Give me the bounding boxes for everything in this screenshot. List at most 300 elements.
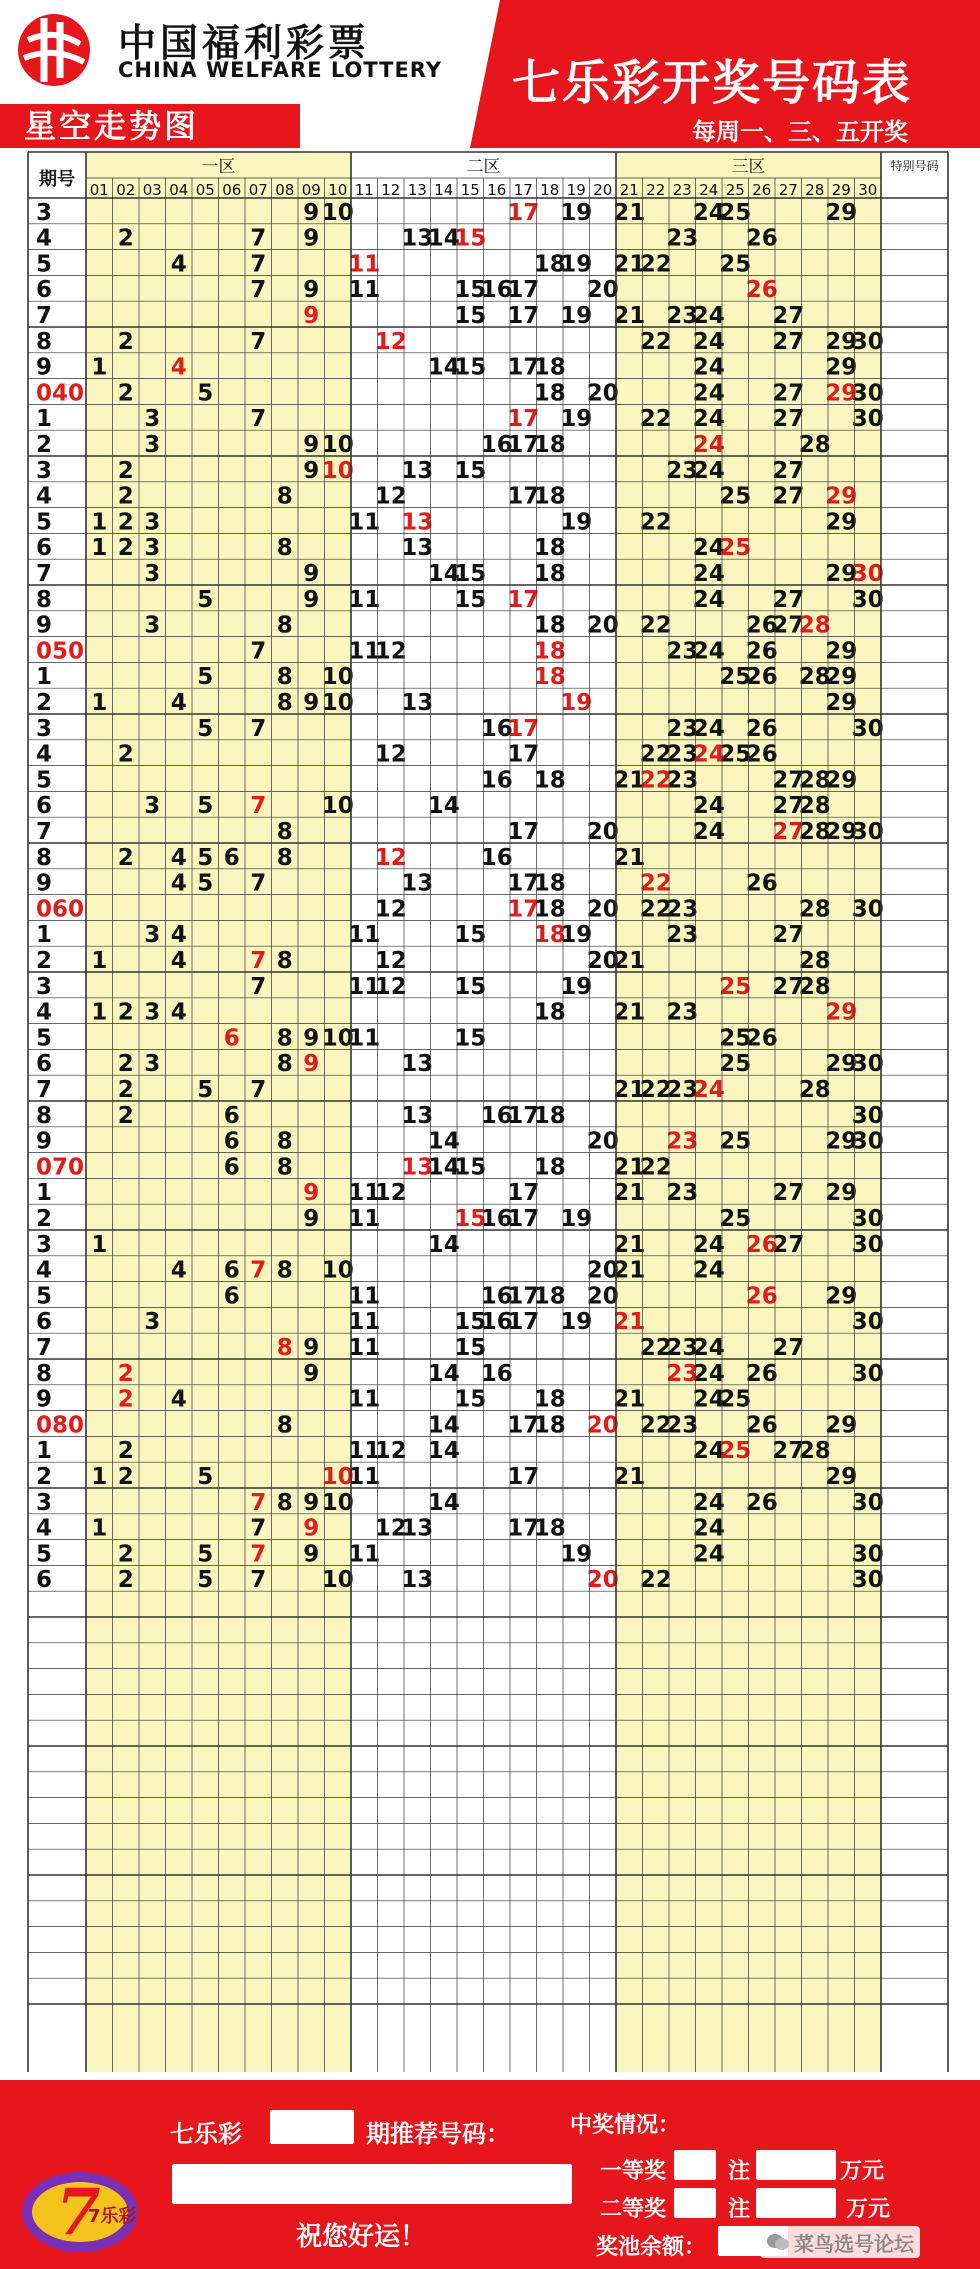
drawn-number: 20 <box>586 819 619 845</box>
drawn-number: 4 <box>170 922 187 949</box>
drawn-number: 15 <box>454 973 487 1000</box>
drawn-number: 17 <box>507 1283 540 1310</box>
drawn-number: 22 <box>639 1077 672 1103</box>
drawn-number: 17 <box>507 1206 540 1232</box>
drawn-number: 22 <box>639 509 672 536</box>
special-number: 9 <box>303 1051 320 1078</box>
drawn-number: 15 <box>454 1386 487 1413</box>
drawn-number: 7 <box>250 1567 267 1594</box>
column-number-header: 18 <box>540 181 560 199</box>
drawn-number: 12 <box>374 1438 407 1465</box>
drawn-number: 1 <box>91 509 108 536</box>
column-number-header: 02 <box>116 181 136 199</box>
special-number: 18 <box>533 664 566 691</box>
special-number: 8 <box>276 1335 293 1361</box>
special-number: 25 <box>719 535 752 562</box>
drawn-number: 30 <box>851 1541 884 1568</box>
drawn-number: 23 <box>666 457 699 484</box>
drawn-number: 23 <box>666 767 699 794</box>
drawn-number: 21 <box>613 303 646 329</box>
drawn-number: 29 <box>825 328 858 355</box>
drawn-number: 24 <box>692 561 725 587</box>
special-number: 17 <box>507 586 540 613</box>
period-label: 8 <box>36 1360 53 1387</box>
drawn-number: 10 <box>321 690 354 716</box>
first-prize-amount-box <box>756 2150 836 2180</box>
drawn-number: 11 <box>348 1283 381 1310</box>
drawn-number: 11 <box>348 586 381 613</box>
drawn-number: 27 <box>772 586 805 613</box>
drawn-number: 14 <box>427 1360 460 1387</box>
drawn-number: 26 <box>745 741 778 768</box>
drawn-number: 30 <box>851 819 884 845</box>
drawn-number: 6 <box>223 844 240 871</box>
special-number: 13 <box>401 1154 434 1181</box>
drawn-number: 24 <box>692 303 725 329</box>
drawn-number: 17 <box>507 1180 540 1207</box>
drawn-number: 17 <box>507 277 540 304</box>
drawn-number: 25 <box>719 1206 752 1232</box>
drawn-number: 24 <box>692 1541 725 1568</box>
drawn-number: 29 <box>825 1128 858 1155</box>
drawn-number: 23 <box>666 303 699 329</box>
game-name: 七乐彩 <box>170 2120 242 2148</box>
drawn-number: 8 <box>276 1412 293 1439</box>
drawn-number: 18 <box>533 1102 566 1129</box>
drawn-number: 30 <box>851 406 884 433</box>
drawn-number: 12 <box>374 1515 407 1542</box>
drawn-number: 24 <box>692 406 725 433</box>
drawn-number: 10 <box>321 432 354 458</box>
drawn-number: 24 <box>692 457 725 484</box>
draw-schedule: 每周一、三、五开奖 <box>692 118 908 146</box>
drawn-number: 30 <box>851 1309 884 1336</box>
drawn-number: 7 <box>250 277 267 304</box>
drawn-number: 7 <box>250 328 267 355</box>
special-number: 7 <box>250 793 267 820</box>
drawn-number: 11 <box>348 1438 381 1465</box>
drawn-number: 27 <box>772 1335 805 1361</box>
drawn-number: 6 <box>223 1102 240 1129</box>
drawn-number: 23 <box>666 638 699 665</box>
drawn-number: 15 <box>454 586 487 613</box>
drawn-number: 10 <box>321 1489 354 1516</box>
drawn-number: 10 <box>321 1567 354 1594</box>
period-label: 6 <box>36 535 53 562</box>
drawn-number: 19 <box>560 1309 593 1336</box>
drawn-number: 30 <box>851 586 884 613</box>
drawn-number: 3 <box>144 1309 161 1336</box>
drawn-number: 9 <box>303 1025 320 1052</box>
column-number-header: 20 <box>593 181 613 199</box>
period-label: 5 <box>36 1283 53 1310</box>
drawn-number: 8 <box>276 535 293 562</box>
drawn-number: 2 <box>117 844 134 871</box>
drawn-number: 22 <box>639 251 672 278</box>
period-label: 4 <box>36 225 53 252</box>
drawn-number: 16 <box>480 277 513 304</box>
drawn-number: 16 <box>480 715 513 742</box>
lottery-7-logo-icon <box>10 2150 150 2260</box>
drawn-number: 24 <box>692 638 725 665</box>
recommend-label: 期推荐号码： <box>366 2120 510 2148</box>
drawn-number: 24 <box>692 535 725 562</box>
special-number: 10 <box>321 1464 354 1490</box>
drawn-number: 7 <box>250 251 267 278</box>
good-luck-text: 祝您好运！ <box>296 2222 427 2252</box>
drawn-number: 22 <box>639 1567 672 1594</box>
drawn-number: 27 <box>772 457 805 484</box>
period-label: 7 <box>36 561 53 587</box>
second-prize-amount-box <box>756 2188 836 2218</box>
drawn-number: 24 <box>692 1438 725 1465</box>
drawn-number: 9 <box>303 1360 320 1387</box>
period-label: 7 <box>36 303 53 329</box>
period-label: 9 <box>36 612 53 639</box>
drawn-number: 27 <box>772 1231 805 1258</box>
drawn-number: 26 <box>745 1025 778 1052</box>
special-number: 26 <box>745 1283 778 1310</box>
drawn-number: 27 <box>772 406 805 433</box>
drawn-number: 24 <box>692 1231 725 1258</box>
column-number-header: 01 <box>89 181 109 199</box>
period-label: 5 <box>36 1025 53 1052</box>
drawn-number: 1 <box>91 354 108 381</box>
drawn-number: 10 <box>321 664 354 691</box>
drawn-number: 18 <box>533 561 566 587</box>
drawn-number: 8 <box>276 612 293 639</box>
period-label: 060 <box>36 896 85 923</box>
drawn-number: 4 <box>170 844 187 871</box>
drawn-number: 1 <box>91 1515 108 1542</box>
column-number-header: 23 <box>672 181 692 199</box>
pool-label: 奖池余额： <box>596 2235 707 2260</box>
drawn-number: 14 <box>427 1231 460 1258</box>
drawn-number: 13 <box>401 870 434 897</box>
special-number: 18 <box>533 922 566 949</box>
period-label: 4 <box>36 999 53 1026</box>
drawn-number: 24 <box>692 328 725 355</box>
drawn-number: 5 <box>197 1077 214 1103</box>
drawn-number: 18 <box>533 354 566 381</box>
column-number-header: 28 <box>805 181 825 199</box>
period-label: 8 <box>36 328 53 355</box>
drawn-number: 24 <box>692 1335 725 1361</box>
drawn-number: 20 <box>586 612 619 639</box>
drawn-number: 29 <box>825 690 858 716</box>
drawn-number: 17 <box>507 1102 540 1129</box>
drawn-number: 18 <box>533 1154 566 1181</box>
column-number-header: 29 <box>831 181 851 199</box>
drawn-number: 21 <box>613 1231 646 1258</box>
special-number: 24 <box>692 1077 725 1103</box>
watermark <box>760 2226 920 2258</box>
special-number: 17 <box>507 715 540 742</box>
drawn-number: 21 <box>613 844 646 871</box>
drawn-number: 26 <box>745 715 778 742</box>
drawn-number: 16 <box>480 1360 513 1387</box>
drawn-number: 15 <box>454 354 487 381</box>
drawn-number: 19 <box>560 973 593 1000</box>
drawn-number: 18 <box>533 432 566 458</box>
drawn-number: 11 <box>348 509 381 536</box>
column-number-header: 15 <box>460 181 480 199</box>
special-number: 2 <box>117 1360 134 1387</box>
drawn-number: 29 <box>825 561 858 587</box>
drawn-number: 20 <box>586 277 619 304</box>
drawn-number: 5 <box>197 1567 214 1594</box>
drawn-number: 25 <box>719 1128 752 1155</box>
drawn-number: 12 <box>374 741 407 768</box>
period-label: 1 <box>36 1438 53 1465</box>
drawn-number: 14 <box>427 561 460 587</box>
watermark-text: 菜鸟选号论坛 <box>794 2231 914 2256</box>
recommend-number-box <box>172 2164 572 2204</box>
period-label: 9 <box>36 870 53 897</box>
drawn-number: 9 <box>303 199 320 226</box>
drawn-number: 11 <box>348 973 381 1000</box>
drawn-number: 17 <box>507 432 540 458</box>
period-label: 6 <box>36 1309 53 1336</box>
drawn-number: 20 <box>586 1283 619 1310</box>
first-prize-label: 一等奖 <box>600 2159 667 2184</box>
drawn-number: 2 <box>117 1051 134 1078</box>
drawn-number: 22 <box>639 1412 672 1439</box>
drawn-number: 8 <box>276 1025 293 1052</box>
drawn-number: 17 <box>507 870 540 897</box>
drawn-number: 28 <box>798 896 831 923</box>
drawn-number: 7 <box>250 870 267 897</box>
period-label: 2 <box>36 432 53 458</box>
drawn-number: 26 <box>745 612 778 639</box>
period-label: 4 <box>36 1515 53 1542</box>
drawn-number: 11 <box>348 1386 381 1413</box>
drawn-number: 26 <box>745 1360 778 1387</box>
drawn-number: 24 <box>692 199 725 226</box>
drawn-number: 16 <box>480 1206 513 1232</box>
drawn-number: 15 <box>454 277 487 304</box>
drawn-number: 26 <box>745 638 778 665</box>
period-label: 3 <box>36 199 53 226</box>
drawn-number: 1 <box>91 948 108 974</box>
drawn-number: 17 <box>507 1515 540 1542</box>
drawn-number: 11 <box>348 1206 381 1232</box>
column-number-header: 08 <box>275 181 295 199</box>
drawn-number: 3 <box>144 922 161 949</box>
period-label: 1 <box>36 922 53 949</box>
drawn-number: 29 <box>825 1412 858 1439</box>
drawn-number: 18 <box>533 251 566 278</box>
drawn-number: 18 <box>533 870 566 897</box>
drawn-number: 25 <box>719 741 752 768</box>
drawn-number: 8 <box>276 1489 293 1516</box>
drawn-number: 2 <box>117 1464 134 1490</box>
drawn-number: 2 <box>117 225 134 252</box>
drawn-number: 3 <box>144 509 161 536</box>
second-prize-label: 二等奖 <box>600 2197 667 2222</box>
drawn-number: 15 <box>454 1025 487 1052</box>
drawn-number: 5 <box>197 793 214 820</box>
special-number: 24 <box>692 741 725 768</box>
special-number: 21 <box>613 1309 646 1336</box>
drawn-number: 30 <box>851 1051 884 1078</box>
drawn-number: 21 <box>613 999 646 1026</box>
wechat-icon <box>766 2232 790 2252</box>
period-label: 5 <box>36 1541 53 1568</box>
drawn-number: 29 <box>825 509 858 536</box>
drawn-number: 16 <box>480 844 513 871</box>
drawn-number: 21 <box>613 1257 646 1284</box>
column-number-header: 05 <box>195 181 215 199</box>
drawn-number: 3 <box>144 1051 161 1078</box>
drawn-number: 28 <box>798 793 831 820</box>
drawn-number: 11 <box>348 1025 381 1052</box>
drawn-number: 8 <box>276 483 293 510</box>
special-number-header: 特别号码 <box>890 159 939 173</box>
drawn-number: 13 <box>401 1051 434 1078</box>
drawn-number: 7 <box>250 638 267 665</box>
drawn-number: 22 <box>639 1335 672 1361</box>
drawn-number: 23 <box>666 225 699 252</box>
period-label: 3 <box>36 715 53 742</box>
period-label: 4 <box>36 483 53 510</box>
drawn-number: 2 <box>117 999 134 1026</box>
period-label: 1 <box>36 1180 53 1207</box>
drawn-number: 8 <box>276 1051 293 1078</box>
drawn-number: 17 <box>507 819 540 845</box>
drawn-number: 19 <box>560 251 593 278</box>
drawn-number: 14 <box>427 793 460 820</box>
column-number-header: 21 <box>619 181 639 199</box>
drawn-number: 24 <box>692 1360 725 1387</box>
drawn-number: 25 <box>719 1025 752 1052</box>
drawn-number: 25 <box>719 251 752 278</box>
drawn-number: 30 <box>851 896 884 923</box>
period-label: 040 <box>36 380 85 407</box>
drawn-number: 23 <box>666 741 699 768</box>
drawn-number: 30 <box>851 1231 884 1258</box>
drawn-number: 23 <box>666 715 699 742</box>
drawn-number: 25 <box>719 483 752 510</box>
drawn-number: 5 <box>197 870 214 897</box>
drawn-number: 9 <box>303 1335 320 1361</box>
drawn-number: 9 <box>303 586 320 613</box>
special-number: 7 <box>250 1489 267 1516</box>
drawn-number: 3 <box>144 561 161 587</box>
special-number: 22 <box>639 870 672 897</box>
drawn-number: 27 <box>772 1438 805 1465</box>
drawn-number: 15 <box>454 561 487 587</box>
column-number-header: 06 <box>222 181 242 199</box>
drawn-number: 4 <box>170 690 187 716</box>
special-number: 18 <box>533 638 566 665</box>
special-number: 12 <box>374 844 407 871</box>
drawn-number: 3 <box>144 999 161 1026</box>
drawn-number: 24 <box>692 380 725 407</box>
drawn-number: 24 <box>692 1515 725 1542</box>
period-label: 8 <box>36 1102 53 1129</box>
drawn-number: 10 <box>321 793 354 820</box>
drawn-number: 8 <box>276 948 293 974</box>
drawn-number: 13 <box>401 225 434 252</box>
special-number: 26 <box>745 1231 778 1258</box>
drawn-number: 19 <box>560 1206 593 1232</box>
special-number: 19 <box>560 690 593 716</box>
special-number: 28 <box>798 612 831 639</box>
drawn-number: 27 <box>772 612 805 639</box>
drawn-number: 24 <box>692 793 725 820</box>
drawn-number: 9 <box>303 277 320 304</box>
drawn-number: 11 <box>348 277 381 304</box>
column-number-header: 27 <box>778 181 798 199</box>
column-number-header: 24 <box>699 181 719 199</box>
drawn-number: 19 <box>560 406 593 433</box>
drawn-number: 4 <box>170 251 187 278</box>
drawn-number: 24 <box>692 819 725 845</box>
drawn-number: 30 <box>851 1102 884 1129</box>
drawn-number: 25 <box>719 199 752 226</box>
drawn-number: 4 <box>170 870 187 897</box>
second-prize-count-box <box>674 2188 716 2218</box>
period-label: 2 <box>36 1206 53 1232</box>
drawn-number: 1 <box>91 535 108 562</box>
drawn-number: 13 <box>401 457 434 484</box>
special-number: 17 <box>507 199 540 226</box>
period-label: 6 <box>36 277 53 304</box>
drawn-number: 30 <box>851 715 884 742</box>
drawn-number: 27 <box>772 973 805 1000</box>
drawn-number: 22 <box>639 1154 672 1181</box>
drawn-number: 8 <box>276 664 293 691</box>
period-label: 3 <box>36 1489 53 1516</box>
drawn-number: 26 <box>745 870 778 897</box>
special-number: 17 <box>507 896 540 923</box>
drawn-number: 16 <box>480 432 513 458</box>
special-number: 25 <box>719 973 752 1000</box>
column-number-header: 26 <box>752 181 772 199</box>
drawn-number: 27 <box>772 380 805 407</box>
drawn-number: 3 <box>144 432 161 458</box>
drawn-number: 12 <box>374 483 407 510</box>
drawn-number: 28 <box>798 664 831 691</box>
drawn-number: 21 <box>613 1077 646 1103</box>
drawn-number: 4 <box>170 1257 187 1284</box>
svg-text:7: 7 <box>56 2175 101 2250</box>
special-number: 15 <box>454 1206 487 1232</box>
drawn-number: 27 <box>772 793 805 820</box>
period-label: 070 <box>36 1154 85 1181</box>
period-label: 7 <box>36 1077 53 1103</box>
column-number-header: 19 <box>566 181 586 199</box>
special-number: 20 <box>586 1567 619 1594</box>
column-number-header: 03 <box>142 181 162 199</box>
drawn-number: 12 <box>374 896 407 923</box>
drawn-number: 17 <box>507 1412 540 1439</box>
drawn-number: 18 <box>533 999 566 1026</box>
drawn-number: 3 <box>144 612 161 639</box>
special-number: 6 <box>223 1025 240 1052</box>
special-number: 26 <box>745 277 778 304</box>
drawn-number: 9 <box>303 225 320 252</box>
drawn-number: 27 <box>772 303 805 329</box>
drawn-number: 3 <box>144 406 161 433</box>
drawn-number: 2 <box>117 535 134 562</box>
drawn-number: 9 <box>303 561 320 587</box>
drawn-number: 11 <box>348 638 381 665</box>
drawn-number: 27 <box>772 483 805 510</box>
column-number-header: 25 <box>725 181 745 199</box>
drawn-number: 27 <box>772 922 805 949</box>
